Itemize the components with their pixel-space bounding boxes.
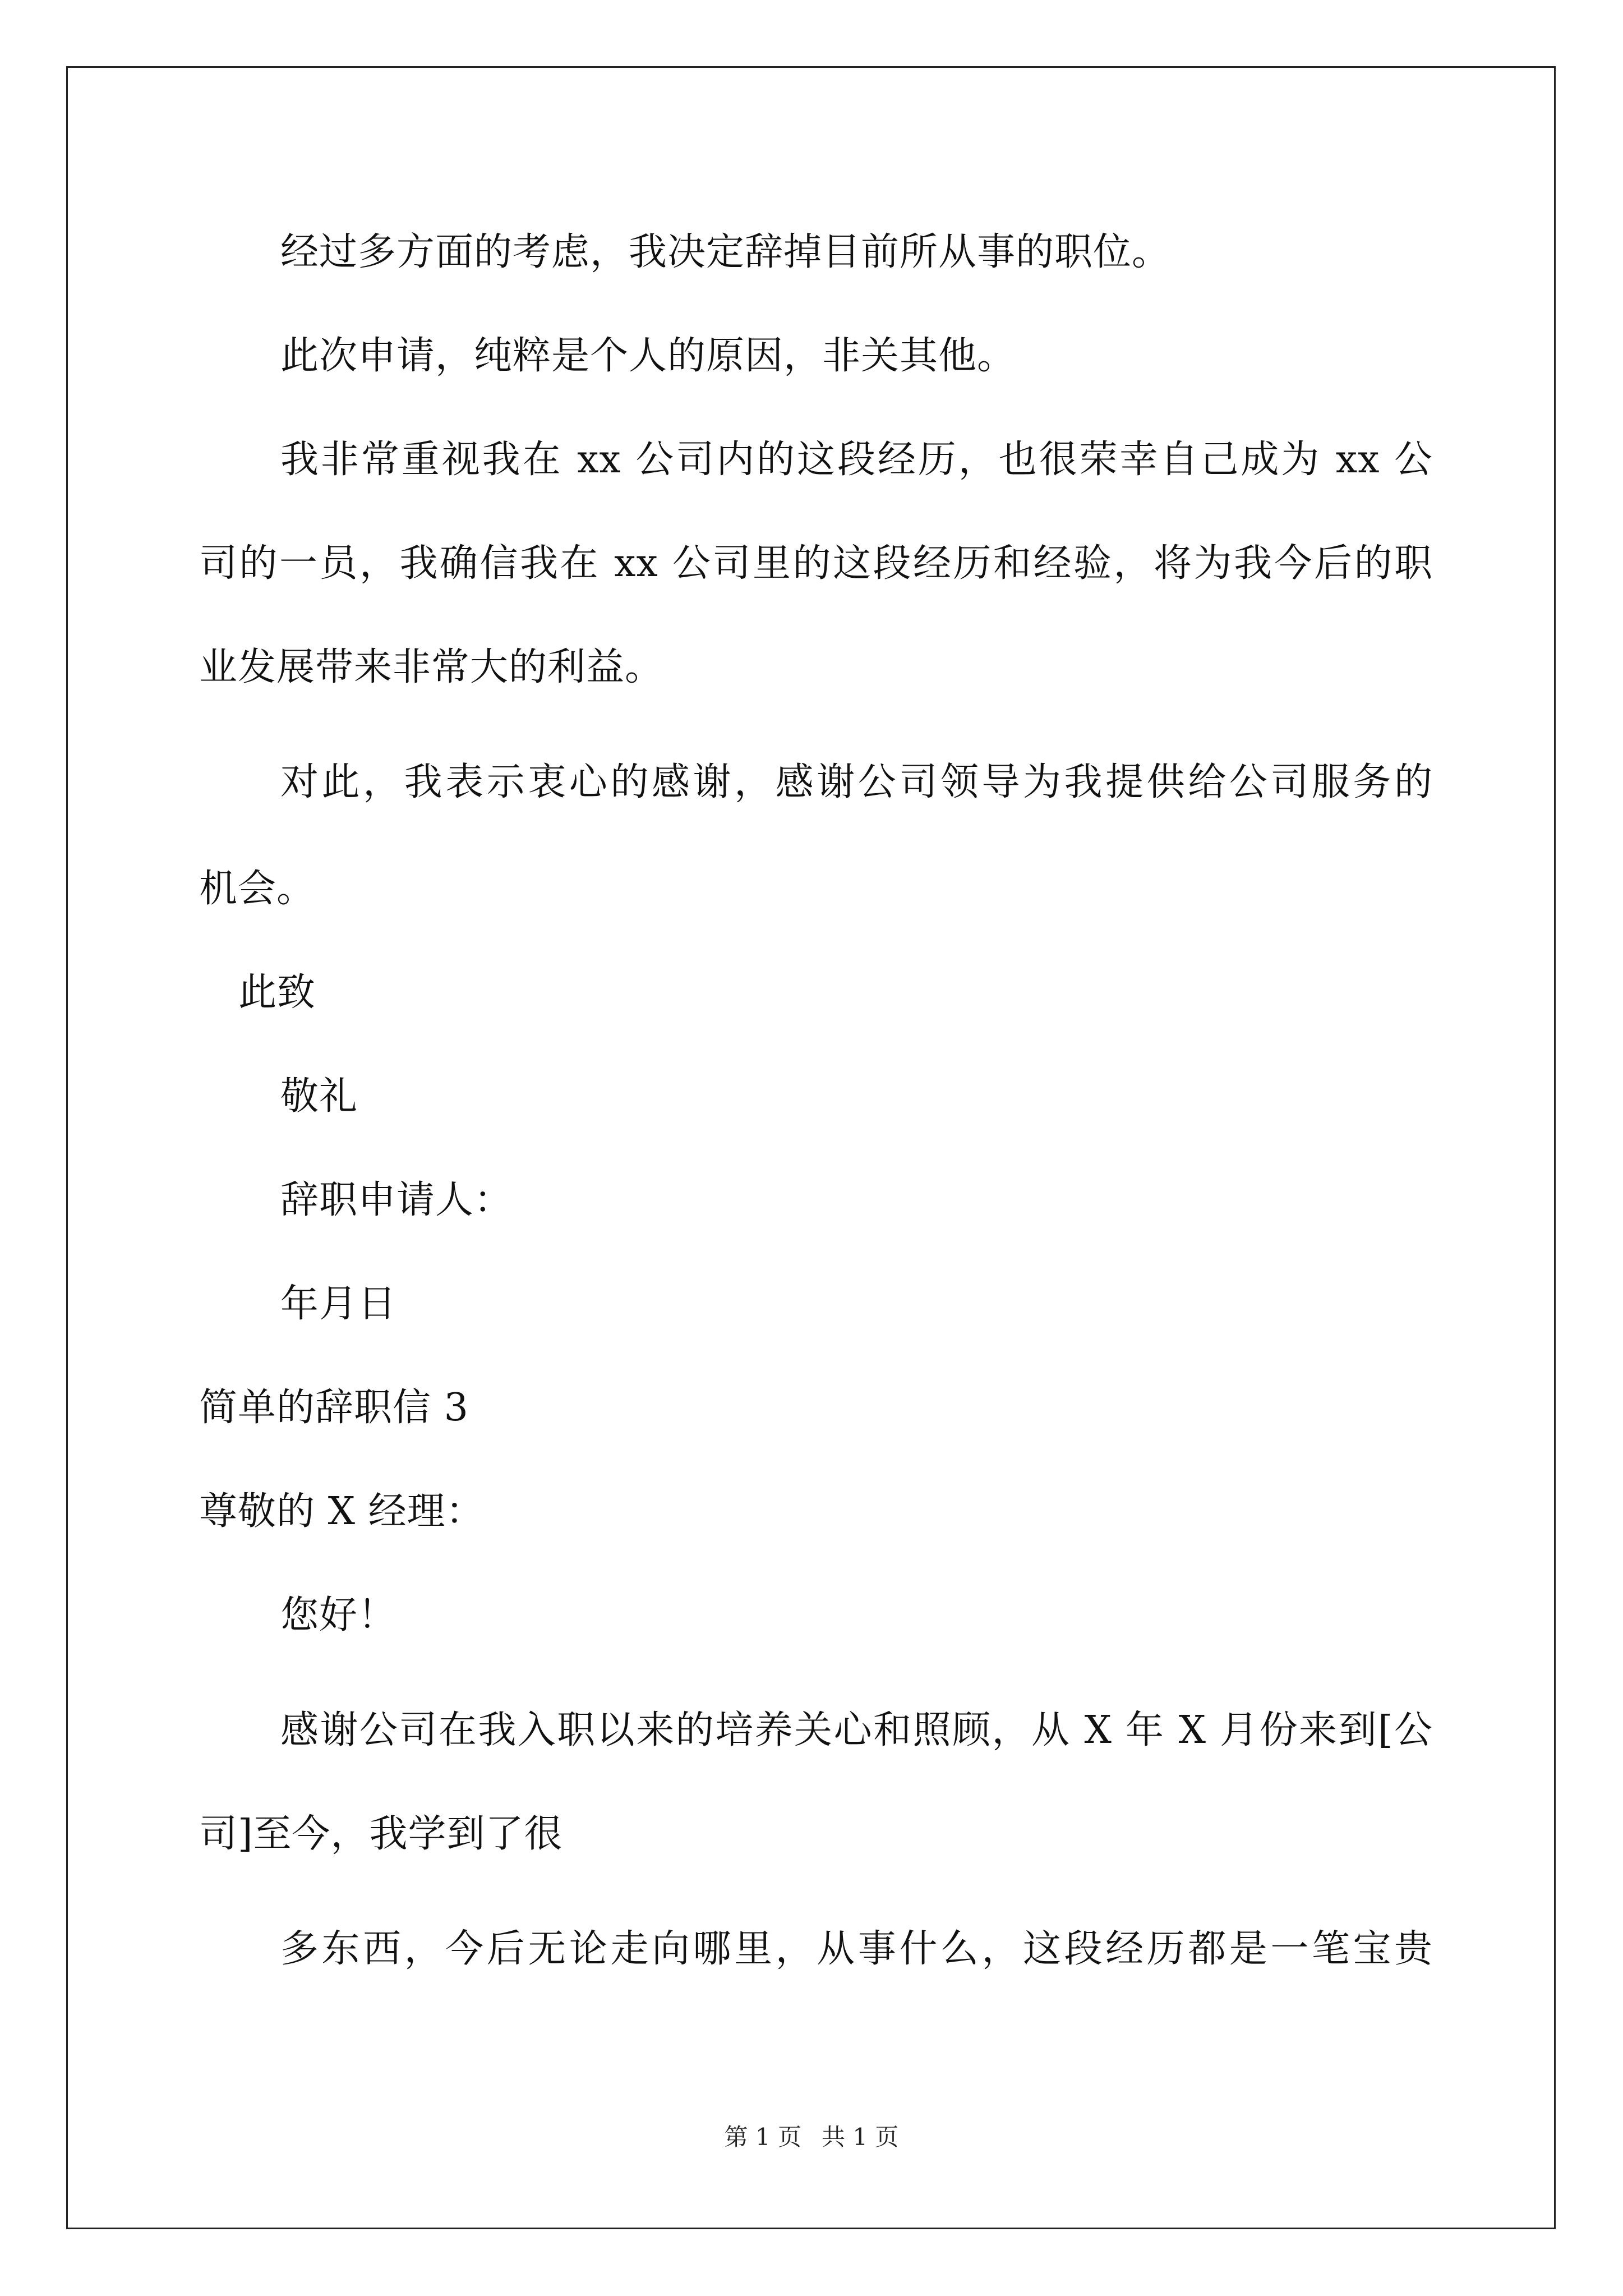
paragraph-line: 此次申请，纯粹是个人的原因，非关其他。 [280,334,1016,378]
paragraph-line: 感谢公司在我入职以来的培养关心和照顾，从 X 年 X 月份来到[公 [280,1708,1433,1752]
closing-salutation: 此致 [238,970,316,1015]
paragraph-line: 我非常重视我在 xx 公司内的这段经历，也很荣幸自己成为 xx 公 [280,438,1433,482]
paragraph-line: 业发展带来非常大的利益。 [199,645,664,689]
paragraph-line: 多东西，今后无论走向哪里，从事什么，这段经历都是一笔宝贵 [280,1927,1433,1971]
greeting-recipient: 尊敬的 X 经理： [199,1489,485,1534]
date-label: 年月日 [280,1282,397,1326]
page-footer [0,2122,1623,2153]
section-title: 简单的辞职信 3 [199,1386,469,1430]
page-count: 共 1 页 [822,2123,899,2151]
greeting: 您好！ [280,1593,397,1637]
paragraph-line: 对此，我表示衷心的感谢，感谢公司领导为我提供给公司服务的 [280,760,1433,804]
paragraph-line: 经过多方面的考虑，我决定辞掉目前所从事的职位。 [280,230,1171,274]
paragraph-line: 司]至今，我学到了很 [199,1812,563,1856]
closing-regards: 敬礼 [280,1074,358,1119]
page-number: 第 1 页 [724,2123,801,2151]
page-border [66,66,1556,2229]
paragraph-line: 司的一员，我确信我在 xx 公司里的这段经历和经验，将为我今后的职 [199,541,1433,586]
signature-label: 辞职申请人： [280,1178,513,1222]
paragraph-line: 机会。 [199,867,316,911]
